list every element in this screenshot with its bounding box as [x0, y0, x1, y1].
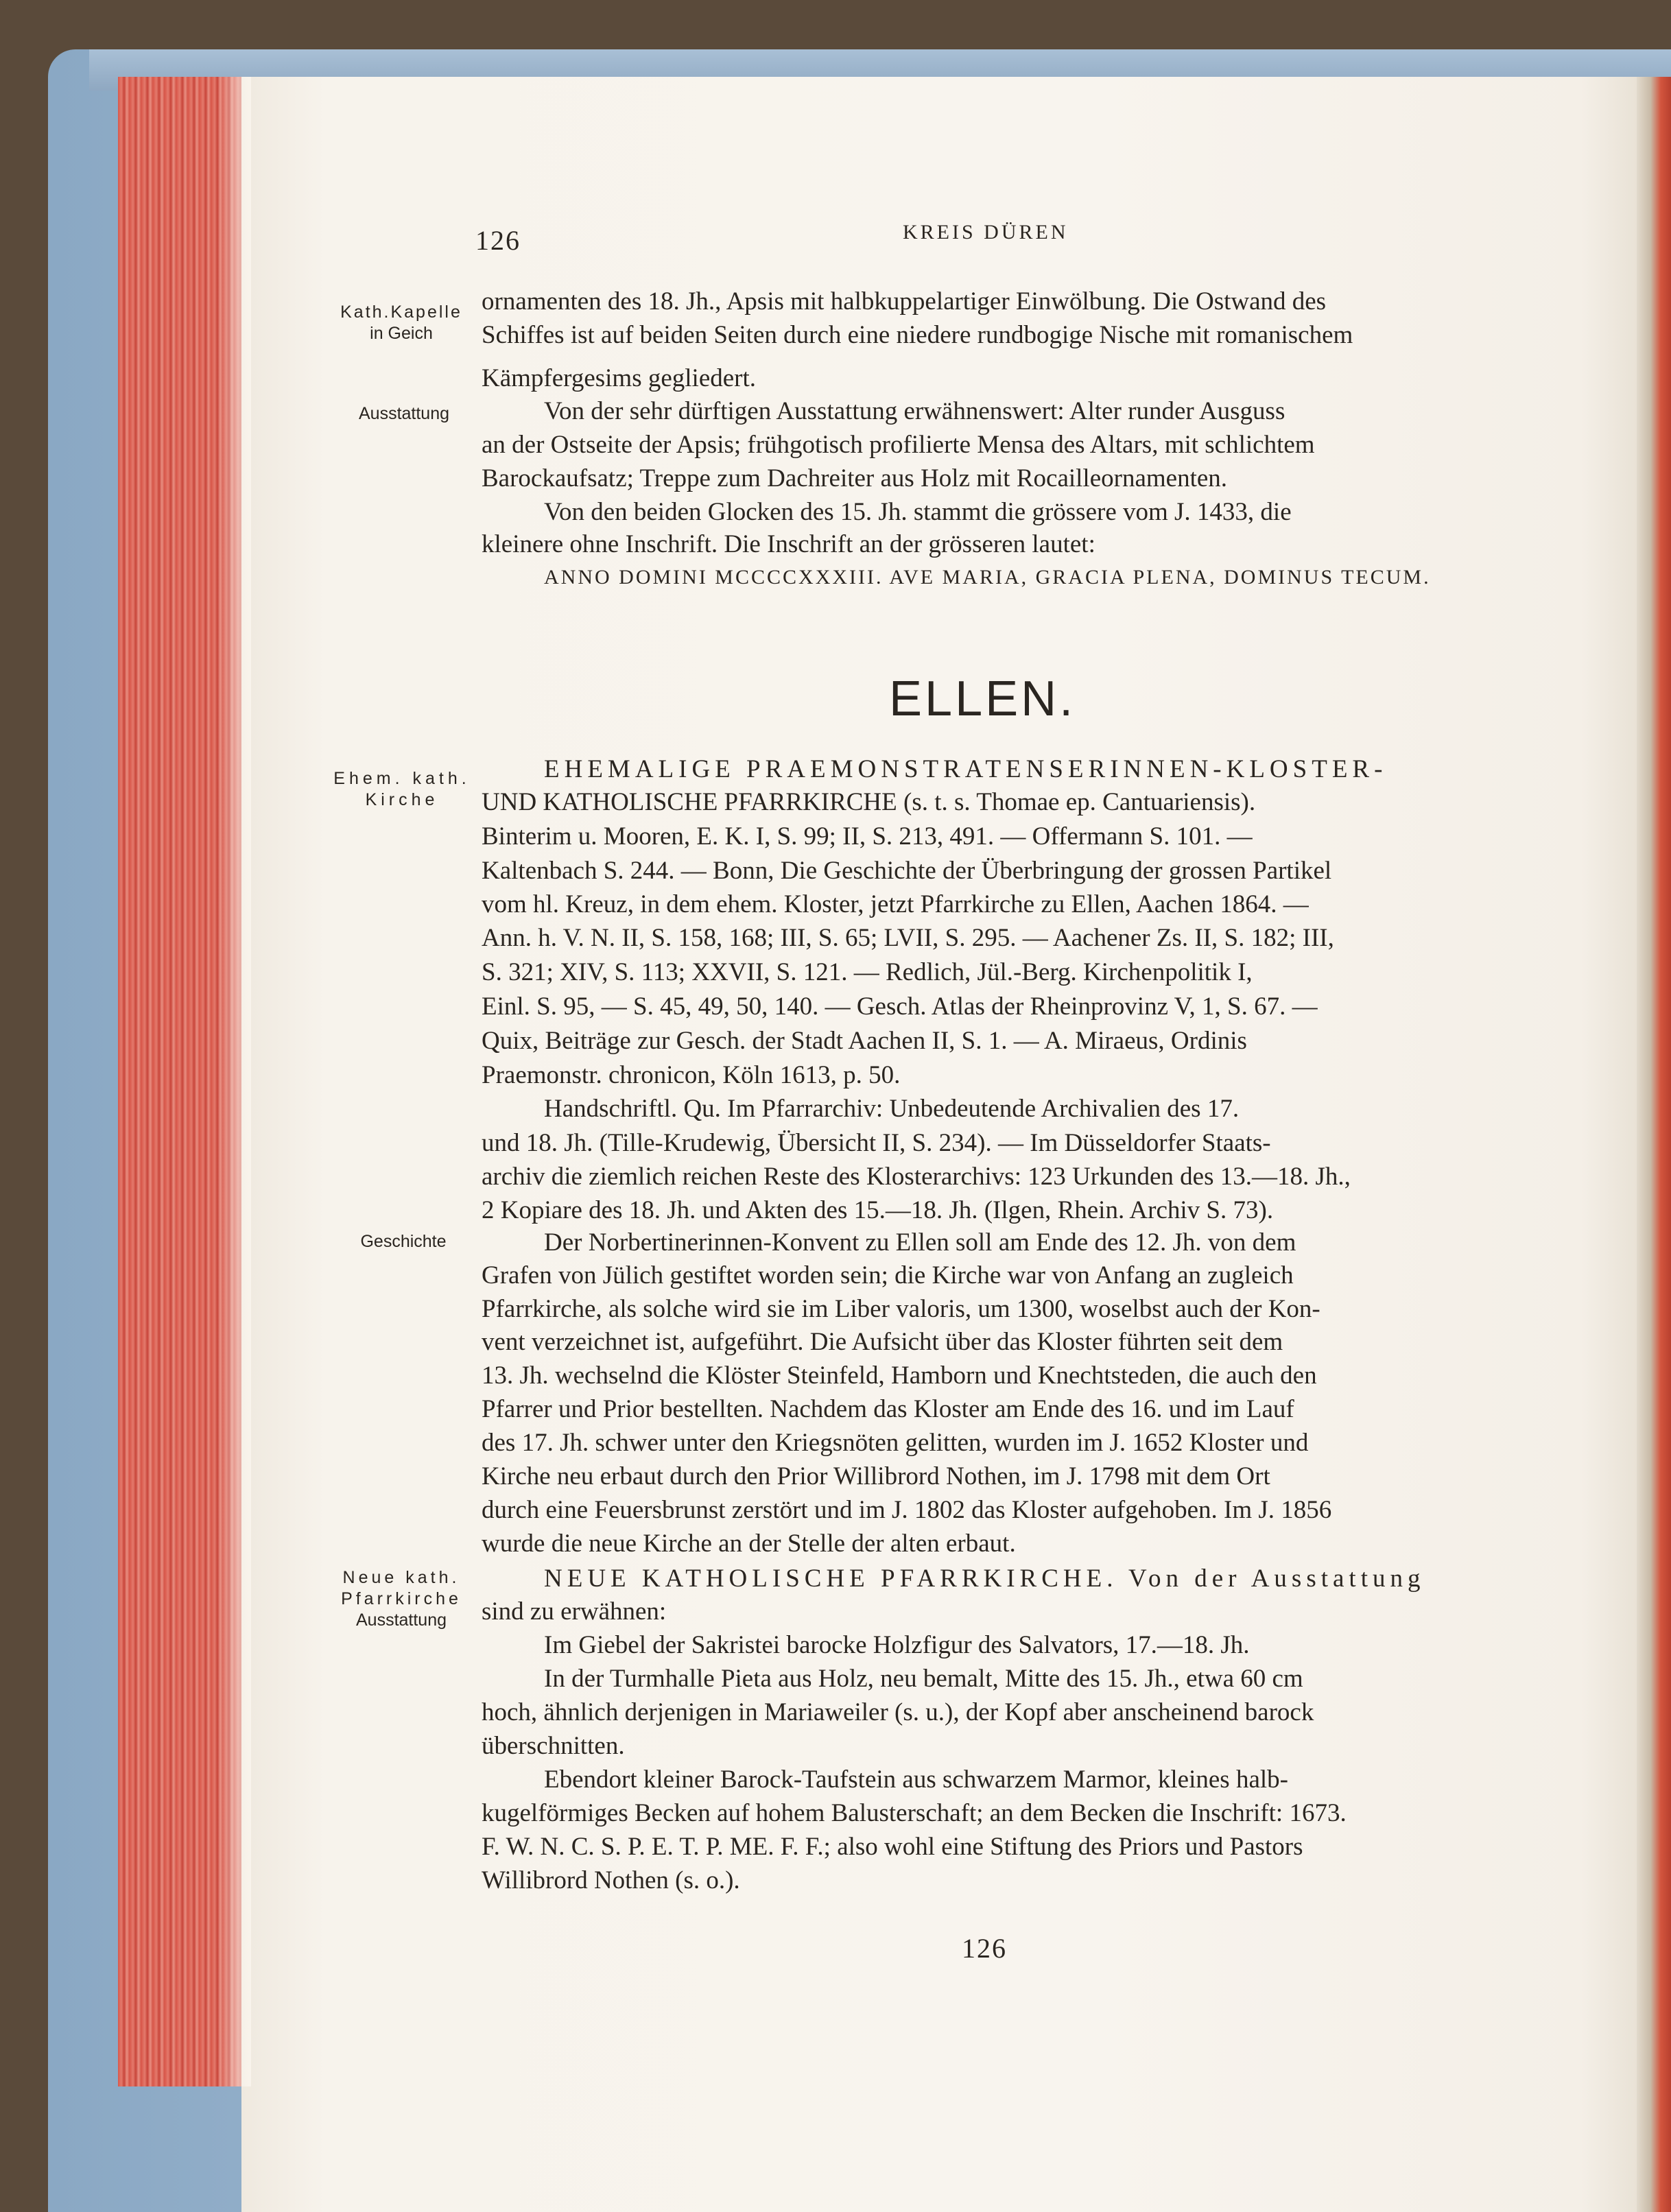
text-line: Im Giebel der Sakristei barocke Holzfigur des Salvators, 17.—18. Jh. — [544, 1631, 1250, 1659]
bibliography-line: Binterim u. Mooren, E. K. I, S. 99; II, S. 213, 491. — Offermann S. 101. — — [482, 822, 1253, 851]
text-line: ornamenten des 18. Jh., Apsis mit halbkuppelartiger Einwölbung. Die Ostwand des — [482, 287, 1327, 316]
text-line: und 18. Jh. (Tille-Krudewig, Übersicht II, S. 234). — Im Düsseldorfer Staats- — [482, 1129, 1271, 1157]
section-heading: NEUE KATHOLISCHE PFARRKIRCHE. Von der Ausstattung — [544, 1565, 1425, 1593]
bibliography-line: Ann. h. V. N. II, S. 158, 168; III, S. 65; LVII, S. 295. — Aachener Zs. II, S. 182; III, — [482, 924, 1334, 952]
section-title: ELLEN. — [889, 671, 1076, 726]
margin-note-ehem-kirche: Ehem. kath. Kirche — [333, 769, 471, 809]
page-gutter-shadow — [218, 77, 251, 2086]
text-line: sind zu erwähnen: — [482, 1597, 667, 1626]
text-line: Kirche neu erbaut durch den Prior Willibrord Nothen, im J. 1798 mit dem Ort — [482, 1462, 1270, 1490]
text-line: des 17. Jh. schwer unter den Kriegsnöten gelitten, wurden im J. 1652 Kloster und — [482, 1429, 1309, 1457]
text-line: Pfarrkirche, als solche wird sie im Liber valoris, um 1300, woselbst auch der Kon- — [482, 1295, 1320, 1323]
footer-page-number: 126 — [962, 1933, 1007, 1964]
header-title: KREIS DÜREN — [903, 221, 1069, 243]
text-line: durch eine Feuersbrunst zerstört und im J. 1802 das Kloster aufgehoben. Im J. 1856 — [482, 1496, 1332, 1524]
text-line: an der Ostseite der Apsis; frühgotisch profilierte Mensa des Altars, mit schlichtem — [482, 431, 1315, 459]
text-line: kugelförmiges Becken auf hohem Balusterschaft; an dem Becken die Inschrift: 1673. — [482, 1799, 1347, 1827]
text-line: überschnitten. — [482, 1732, 625, 1760]
text-line: Von den beiden Glocken des 15. Jh. stammt die grössere vom J. 1433, die — [544, 498, 1292, 526]
bibliography-line: Kaltenbach S. 244. — Bonn, Die Geschichte der Überbringung der grossen Partikel — [482, 857, 1332, 885]
bibliography-line: Einl. S. 95, — S. 45, 49, 50, 140. — Gesch. Atlas der Rheinprovinz V, 1, S. 67. — — [482, 992, 1318, 1021]
bibliography-line: S. 321; XIV, S. 113; XXVII, S. 121. — Redlich, Jül.-Berg. Kirchenpolitik I, — [482, 958, 1253, 986]
text-line: Von der sehr dürftigen Ausstattung erwähnenswert: Alter runder Ausguss — [544, 397, 1285, 425]
section-heading: UND KATHOLISCHE PFARRKIRCHE (s. t. s. Thomae ep. Cantuariensis). — [482, 788, 1256, 816]
right-page-edge — [1637, 77, 1671, 2212]
text-line: Willibrord Nothen (s. o.). — [482, 1866, 740, 1894]
margin-note-neue-kirche: Neue kath. Pfarrkirche Ausstattung — [341, 1568, 462, 1630]
text-line: kleinere ohne Inschrift. Die Inschrift an der grösseren lautet: — [482, 530, 1095, 558]
header-page-number: 126 — [475, 225, 521, 256]
text-line: 13. Jh. wechselnd die Klöster Steinfeld, Hamborn und Knechtsteden, die auch den — [482, 1361, 1317, 1390]
text-line: Grafen von Jülich gestiftet worden sein; die Kirche war von Anfang an zugleich — [482, 1261, 1294, 1289]
bibliography-line: Quix, Beiträge zur Gesch. der Stadt Aachen II, S. 1. — A. Miraeus, Ordinis — [482, 1027, 1247, 1055]
text-line: Der Norbertinerinnen-Konvent zu Ellen soll am Ende des 12. Jh. von dem — [544, 1228, 1296, 1257]
text-line: Schiffes ist auf beiden Seiten durch eine niedere rundbogige Nische mit romanischem — [482, 321, 1353, 349]
margin-note-kapelle: Kath.Kapelle in Geich — [340, 302, 462, 343]
margin-note-geschichte: Geschichte — [360, 1232, 447, 1251]
text-line: Ebendort kleiner Barock-Taufstein aus schwarzem Marmor, kleines halb- — [544, 1765, 1288, 1794]
text-line: Kämpfergesims gegliedert. — [482, 364, 757, 392]
text-line: vent verzeichnet ist, aufgeführt. Die Aufsicht über das Kloster führten seit dem — [482, 1328, 1283, 1356]
bibliography-line: Praemonstr. chronicon, Köln 1613, p. 50. — [482, 1061, 901, 1089]
text-line: hoch, ähnlich derjenigen in Mariaweiler (s. u.), der Kopf aber anscheinend barock — [482, 1698, 1314, 1726]
text-line: wurde die neue Kirche an der Stelle der alten erbaut. — [482, 1530, 1016, 1558]
text-line: archiv die ziemlich reichen Reste des Klosterarchivs: 123 Urkunden des 13.—18. Jh., — [482, 1163, 1351, 1191]
text-line: Handschriftl. Qu. Im Pfarrarchiv: Unbedeutende Archivalien des 17. — [544, 1095, 1240, 1123]
section-heading: EHEMALIGE PRAEMONSTRATENSERINNEN-KLOSTER- — [544, 755, 1388, 783]
text-line: 2 Kopiare des 18. Jh. und Akten des 15.—18. Jh. (Ilgen, Rhein. Archiv S. 73). — [482, 1196, 1274, 1224]
bibliography-line: vom hl. Kreuz, in dem ehem. Kloster, jetzt Pfarrkirche zu Ellen, Aachen 1864. — — [482, 890, 1309, 918]
text-line: In der Turmhalle Pieta aus Holz, neu bemalt, Mitte des 15. Jh., etwa 60 cm — [544, 1665, 1303, 1693]
margin-note-ausstattung: Ausstattung — [358, 404, 450, 423]
text-line: Barockaufsatz; Treppe zum Dachreiter aus Holz mit Rocailleornamenten. — [482, 464, 1228, 492]
text-line: F. W. N. C. S. P. E. T. P. ME. F. F.; also wohl eine Stiftung des Priors und Pastors — [482, 1833, 1303, 1861]
text-line: Pfarrer und Prior bestellten. Nachdem das Kloster am Ende des 16. und im Lauf — [482, 1395, 1294, 1423]
inscription-line: ANNO DOMINI MCCCCXXXIII. AVE MARIA, GRACIA PLENA, DOMINUS TECUM. — [544, 566, 1431, 588]
